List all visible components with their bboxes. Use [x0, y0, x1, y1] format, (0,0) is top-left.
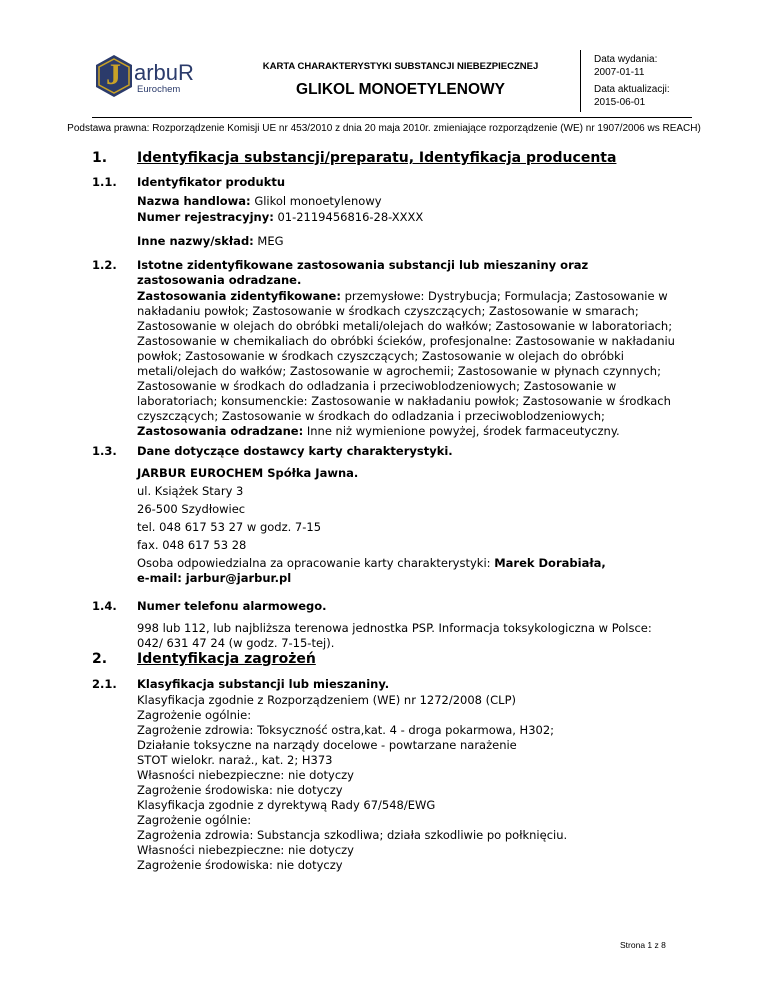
company-logo [92, 54, 212, 98]
classification-line: Zagrożenie ogólnie: [137, 813, 252, 827]
logo-subtext: Eurochem [137, 84, 181, 95]
supplier-address-city: 26-500 Szydłowiec [137, 502, 246, 516]
classification-line: Działanie toksyczne na narządy docelowe - powtarzane narażenie [137, 738, 517, 752]
section-1-3-title: Dane dotyczące dostawcy karty charakterystyki. [137, 444, 453, 458]
trade-name-label: Nazwa handlowa: [137, 194, 251, 208]
section-1-3-number: 1.3. [92, 444, 117, 458]
uses-line-8: czyszczących; Zastosowanie w środkach do odladzania i przeciwoblodzeniowych; [137, 409, 605, 423]
classification-line: Klasyfikacja zgodnie z Rozporządzeniem (WE) nr 1272/2008 (CLP) [137, 693, 516, 707]
section-2-title: Identyfikacja zagrożeń [137, 651, 316, 667]
section-1-1-number: 1.1. [92, 175, 117, 189]
classification-line: Zagrożenia zdrowia: Substancja szkodliwa; działa szkodliwie po połknięciu. [137, 828, 568, 842]
classification-text [137, 693, 692, 873]
issue-date-label: Data wydania: [594, 54, 658, 65]
uses-line-2: Zastosowanie w olejach do obróbki metali/olejach do wałków; Zastosowanie w laboratoriach; [137, 319, 673, 333]
trade-name-line [137, 194, 692, 209]
responsible-person [137, 556, 692, 586]
section-1-2-title-line1: Istotne zidentyfikowane zastosowania substancji lub mieszaniny oraz [137, 258, 589, 272]
other-names-value: MEG [253, 234, 284, 248]
header-divider [580, 50, 581, 112]
section-1-4-title: Numer telefonu alarmowego. [137, 599, 327, 613]
legal-basis: Podstawa prawna: Rozporządzenie Komisji UE nr 453/2010 z dnia 20 maja 2010r. zmieniające rozporządzenie (WE) nr 1907/2006 ws REACH) [67, 123, 701, 134]
uses-line-3: Zastosowanie w chemikaliach do obróbki ścieków, profesjonalne: Zastosowanie w nakładaniu [137, 334, 675, 348]
uses-line-6: Zastosowanie w środkach do odladzania i przeciwoblodzeniowych; Zastosowanie w [137, 379, 617, 393]
header-rule [92, 117, 692, 118]
registration-line [137, 210, 692, 225]
uses-line-7: laboratoriach; konsumenckie: Zastosowanie w nakładaniu powłok; Zastosowanie w środkach [137, 394, 671, 408]
section-2-1-number: 2.1. [92, 677, 117, 691]
update-date-label: Data aktualizacji: [594, 84, 670, 95]
responsible-email: e-mail: jarbur@jarbur.pl [137, 571, 292, 585]
section-1-2-title [137, 258, 588, 288]
uses-label: Zastosowania zidentyfikowane: [137, 289, 341, 303]
classification-line: STOT wielokr. naraż., kat. 2; H373 [137, 753, 333, 767]
uses-line-4: powłok; Zastosowanie w środkach czyszczących; Zastosowanie w olejach do obróbki [137, 349, 624, 363]
emergency-line-1: 998 lub 112, lub najbliższa terenowa jednostka PSP. Informacja toksykologiczna w Polsce: [137, 621, 652, 635]
section-1-number: 1. [92, 150, 108, 166]
uses-line-1: nakładaniu powłok; Zastosowanie w środkach czyszczących; Zastosowanie w smarach; [137, 304, 639, 318]
section-1-2-number: 1.2. [92, 258, 117, 272]
page-number: Strona 1 z 8 [620, 940, 666, 950]
update-date-block [594, 84, 670, 109]
supplier-address-street: ul. Książek Stary 3 [137, 484, 244, 498]
substance-name: GLIKOL MONOETYLENOWY [296, 81, 505, 98]
trade-name-value: Glikol monoetylenowy [250, 194, 382, 208]
supplier-details [137, 464, 692, 554]
uses-line-0: Zastosowania zidentyfikowane: przemysłowe: Dystrybucja; Formulacja; Zastosowanie w [137, 289, 668, 303]
classification-line: Zagrożenie środowiska: nie dotyczy [137, 858, 343, 872]
classification-line: Własności niebezpieczne: nie dotyczy [137, 768, 354, 782]
advised-against-value: Inne niż wymienione powyżej, środek farmaceutyczny. [303, 424, 620, 438]
other-names-label: Inne nazwy/skład: [137, 234, 254, 248]
logo-text: arbuR [134, 60, 194, 85]
classification-line: Zagrożenie ogólnie: [137, 708, 252, 722]
section-1-4-number: 1.4. [92, 599, 117, 613]
classification-line: Klasyfikacja zgodnie z dyrektywą Rady 67/548/EWG [137, 798, 436, 812]
issue-date-value: 2007-01-11 [594, 66, 645, 78]
section-1-title: Identyfikacja substancji/preparatu, Identyfikacja producenta [137, 150, 617, 166]
advised-against-label: Zastosowania odradzane: [137, 424, 304, 438]
uses-line-5: metali/olejach do wałków; Zastosowanie w agrochemii; Zastosowanie w płynach czynnych; [137, 364, 661, 378]
supplier-phone: tel. 048 617 53 27 w godz. 7-15 [137, 520, 322, 534]
classification-line: Zagrożenie zdrowia: Toksyczność ostra,kat. 4 - droga pokarmowa, H302; [137, 723, 555, 737]
emergency-line-2: 042/ 631 47 24 (w godz. 7-15-tej). [137, 636, 335, 650]
section-2-number: 2. [92, 651, 108, 667]
responsible-person-line: Osoba odpowiedzialna za opracowanie karty charakterystyki: Marek Dorabiała, [137, 556, 606, 570]
section-1-2-title-line2: zastosowania odradzane. [137, 273, 302, 287]
issue-date-block [594, 54, 657, 79]
registration-label: Numer rejestracyjny: [137, 210, 274, 224]
other-names-line [137, 234, 692, 249]
supplier-company: JARBUR EUROCHEM Spółka Jawna. [137, 466, 359, 480]
section-2-1-title: Klasyfikacja substancji lub mieszaniny. [137, 677, 390, 691]
advised-against-line [137, 424, 692, 439]
identified-uses [137, 289, 692, 439]
logo-letter: J [106, 58, 121, 91]
update-date-value: 2015-06-01 [594, 96, 646, 108]
registration-value: 01-2119456816-28-XXXX [273, 210, 424, 224]
emergency-phone-text [137, 621, 692, 651]
supplier-fax: fax. 048 617 53 28 [137, 538, 247, 552]
classification-line: Zagrożenie środowiska: nie dotyczy [137, 783, 343, 797]
responsible-person-name: Marek Dorabiała, [494, 556, 606, 570]
section-1-1-title: Identyfikator produktu [137, 175, 286, 189]
classification-line: Własności niebezpieczne: nie dotyczy [137, 843, 354, 857]
document-title: KARTA CHARAKTERYSTYKI SUBSTANCJI NIEBEZPIECZNEJ [262, 61, 539, 72]
